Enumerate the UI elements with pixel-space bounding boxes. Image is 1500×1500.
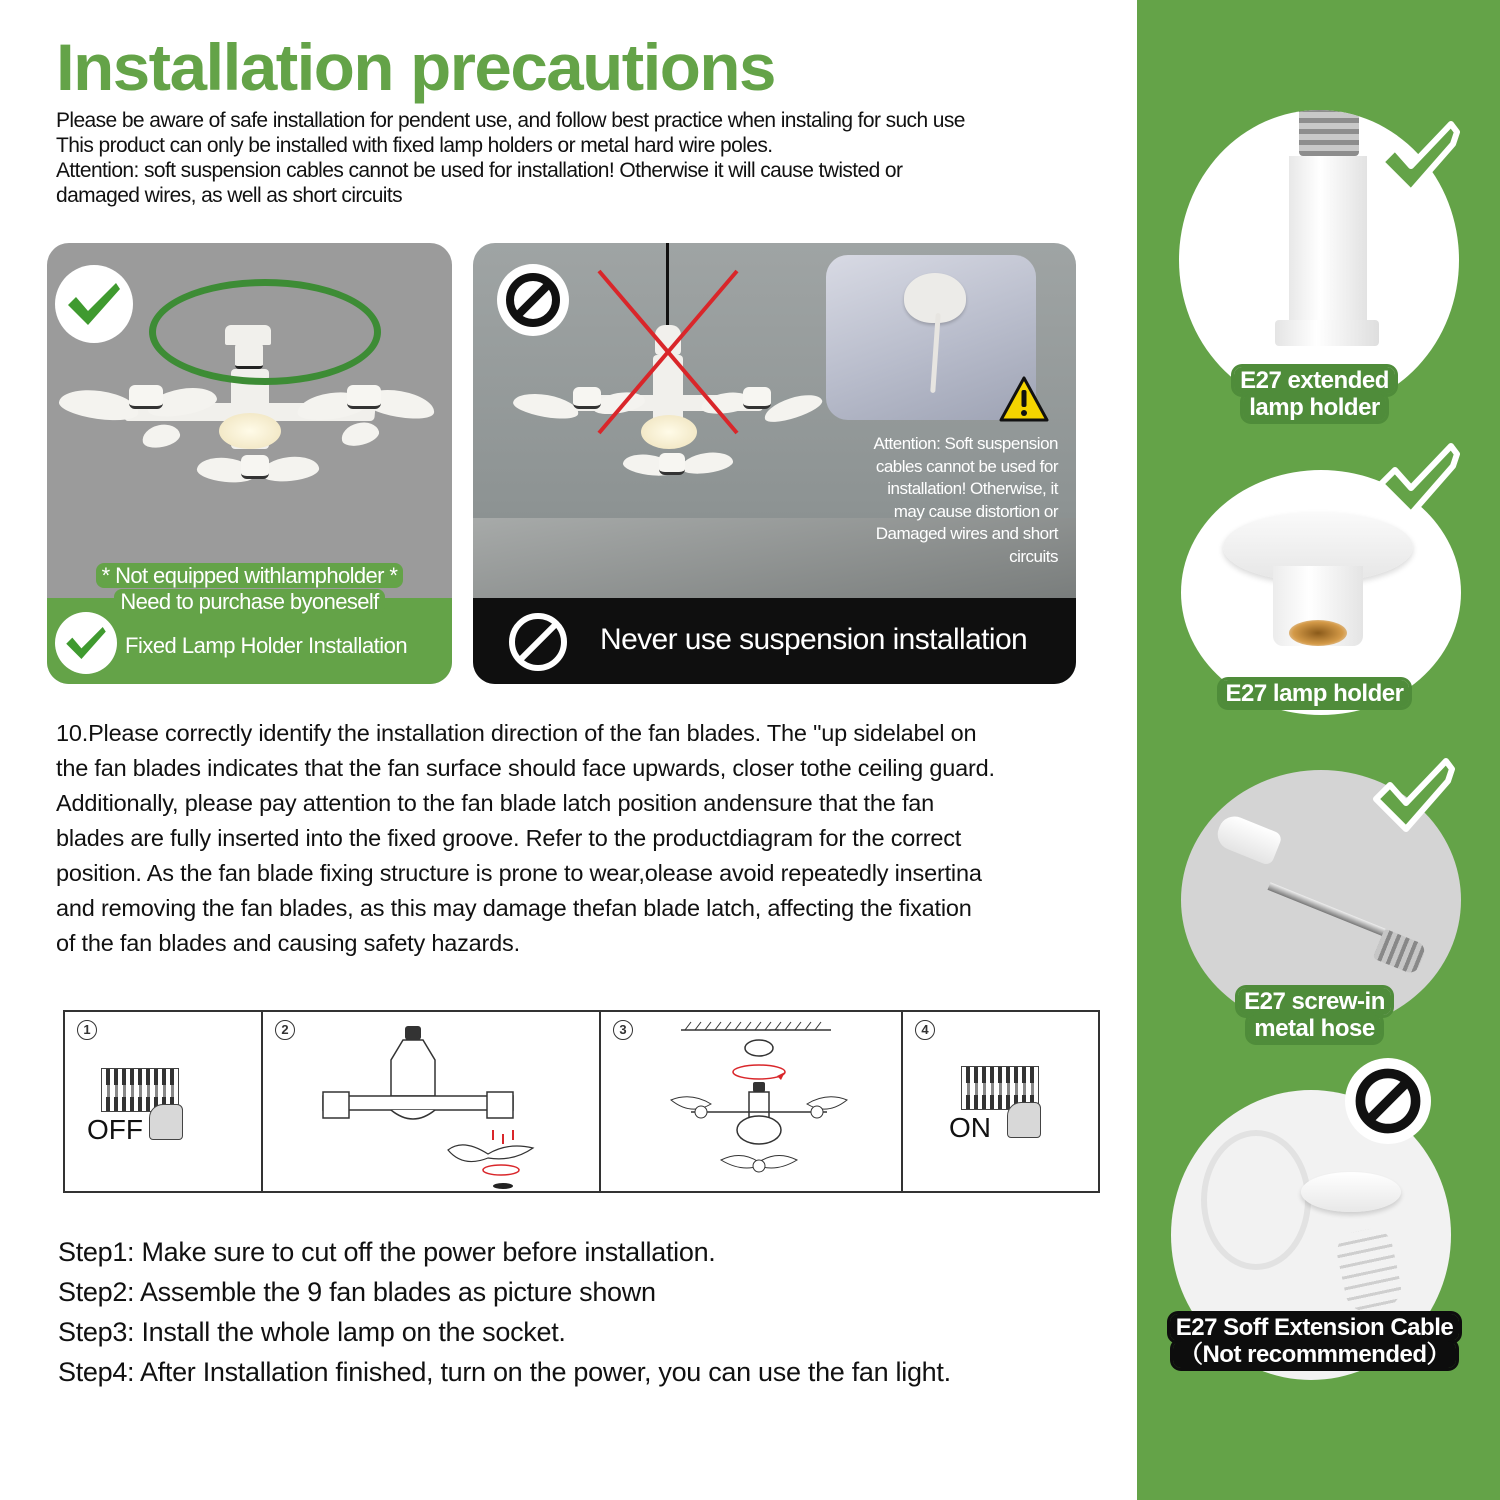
hand-icon bbox=[1007, 1102, 1041, 1138]
red-cross-icon bbox=[593, 267, 743, 437]
fan-blade-instructions bbox=[56, 716, 1126, 961]
intro-line: This product can only be installed with fixed lamp holders or metal hard wire poles. bbox=[56, 134, 773, 157]
step-number: 3 bbox=[613, 1020, 633, 1040]
paragraph-line: of the fan blades and causing safety hazards. bbox=[56, 930, 520, 956]
paragraph-line: the fan blades indicates that the fan surface should face upwards, closer tothe ceiling guard. bbox=[56, 755, 995, 781]
product-sidebar bbox=[1137, 0, 1500, 1500]
purchase-note bbox=[47, 563, 452, 615]
step-item: Step1: Make sure to cut off the power before installation. bbox=[58, 1237, 716, 1267]
diagram-panel-1 bbox=[65, 1012, 263, 1191]
check-icon bbox=[64, 279, 124, 329]
label-line: E27 lamp holder bbox=[1220, 680, 1410, 707]
fan-assembly-drawing bbox=[263, 1012, 601, 1192]
check-icon bbox=[1372, 755, 1458, 833]
warning-icon bbox=[998, 375, 1050, 423]
intro-line: damaged wires, as well as short circuits bbox=[56, 184, 402, 207]
label-line: metal hose bbox=[1248, 1015, 1380, 1042]
check-badge bbox=[55, 612, 117, 674]
paragraph-line: blades are fully inserted into the fixed groove. Refer to the productdiagram for the correct bbox=[56, 825, 962, 851]
paragraph-line: 10.Please correctly identify the installation direction of the fan blades. The "up sidelabel on bbox=[56, 720, 977, 746]
ceiling-mount-drawing bbox=[601, 1012, 903, 1192]
check-icon bbox=[1377, 440, 1463, 518]
product-label bbox=[1137, 988, 1492, 1042]
highlight-ellipse bbox=[149, 279, 381, 385]
prohibit-icon bbox=[1352, 1065, 1424, 1137]
prohibit-badge bbox=[1345, 1058, 1431, 1144]
page-title: Installation precautions bbox=[56, 30, 775, 104]
installation-steps-diagram bbox=[63, 1010, 1100, 1193]
attention-line: Attention: Soft suspension bbox=[873, 434, 1058, 453]
attention-line: Damaged wires and short bbox=[875, 524, 1058, 543]
on-label: ON bbox=[949, 1112, 991, 1143]
step-item: Step3: Install the whole lamp on the socket. bbox=[58, 1317, 566, 1347]
off-label: OFF bbox=[87, 1114, 143, 1145]
attention-line: may cause distortion or bbox=[893, 501, 1058, 521]
wrong-installation-card bbox=[473, 243, 1076, 684]
correct-installation-card bbox=[47, 243, 452, 684]
hand-icon bbox=[149, 1104, 183, 1140]
attention-line: cables cannot be used for bbox=[875, 456, 1058, 476]
check-icon bbox=[1377, 118, 1463, 196]
attention-text bbox=[828, 433, 1058, 568]
soft-cable bbox=[930, 313, 941, 393]
diagram-panel-2 bbox=[263, 1012, 601, 1191]
note-line: * Not equipped withlampholder * bbox=[96, 563, 404, 588]
product-label bbox=[1137, 367, 1492, 421]
paragraph-line: and removing the fan blades, as this may damage thefan blade latch, affecting the fixation bbox=[56, 895, 972, 921]
label-line: E27 screw-in bbox=[1238, 988, 1391, 1015]
prohibit-badge bbox=[497, 264, 569, 336]
label-line: E27 extended bbox=[1234, 367, 1395, 394]
fixed-lamp-holder-label: Fixed Lamp Holder Installation bbox=[125, 633, 408, 658]
label-line: lamp holder bbox=[1243, 394, 1386, 421]
paragraph-line: position. As the fan blade fixing structure is prone to wear,olease avoid repeatedly insertina bbox=[56, 860, 982, 886]
step-number: 2 bbox=[275, 1020, 295, 1040]
label-line: （Not recommmended） bbox=[1173, 1341, 1456, 1368]
step-item: Step4: After Installation finished, turn on the power, you can use the fan light. bbox=[58, 1357, 951, 1387]
product-label bbox=[1137, 680, 1492, 707]
diagram-panel-3 bbox=[601, 1012, 903, 1191]
diagram-panel-4 bbox=[903, 1012, 1098, 1191]
prohibit-icon bbox=[507, 611, 569, 673]
intro-line: Please be aware of safe installation for pendent use, and follow best practice when instaling for such use bbox=[56, 109, 965, 132]
check-icon bbox=[63, 624, 109, 662]
step-number: 1 bbox=[77, 1020, 97, 1040]
check-badge bbox=[55, 265, 133, 343]
step-item: Step2: Assemble the 9 fan blades as picture shown bbox=[58, 1277, 656, 1307]
attention-line: installation! Otherwise, it bbox=[887, 479, 1058, 498]
product-label bbox=[1137, 1314, 1492, 1368]
note-line: Need to purchase byoneself bbox=[114, 589, 384, 614]
intro-text bbox=[56, 108, 1126, 208]
never-suspension-label: Never use suspension installation bbox=[600, 623, 1028, 656]
prohibit-icon bbox=[503, 270, 563, 330]
label-line: E27 Soff Extension Cable bbox=[1170, 1314, 1459, 1341]
attention-line: circuits bbox=[1009, 546, 1058, 566]
intro-line: Attention: soft suspension cables cannot be used for installation! Otherwise it will cause twisted or bbox=[56, 159, 903, 182]
installation-steps-list bbox=[58, 1232, 951, 1392]
step-number: 4 bbox=[915, 1020, 935, 1040]
paragraph-line: Additionally, please pay attention to the fan blade latch position andensure that the fan bbox=[56, 790, 935, 816]
